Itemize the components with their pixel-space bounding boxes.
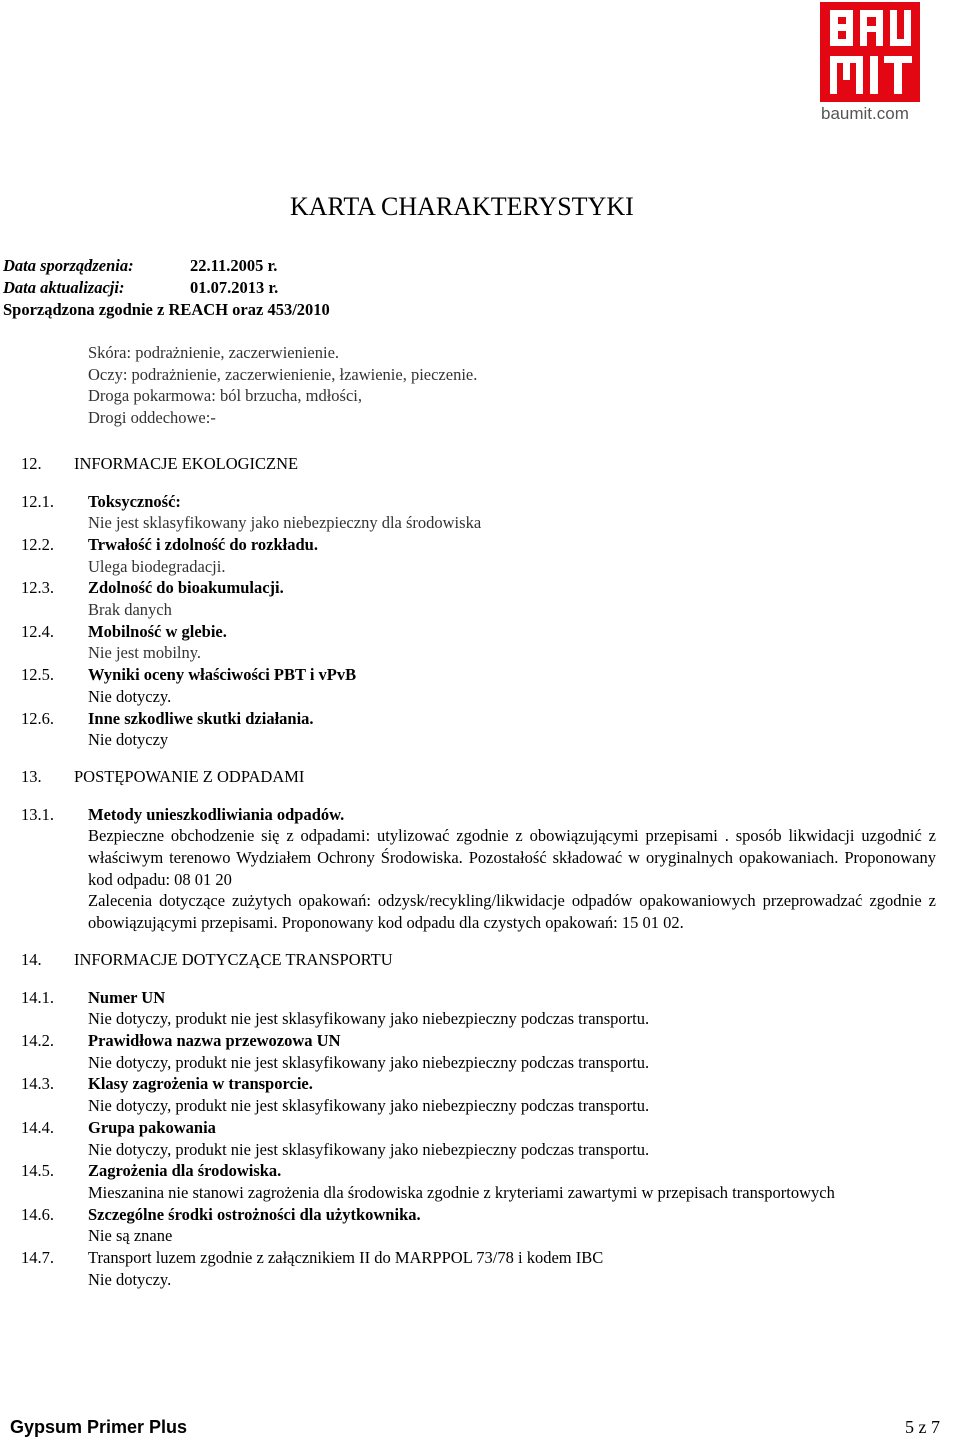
section-14-heading (21, 949, 936, 971)
subsection-title: Metody unieszkodliwiania odpadów. (88, 804, 345, 824)
section-number: 13. (21, 766, 42, 786)
subsection-number: 14.4. (21, 1117, 54, 1137)
subsection-title: Wyniki oceny właściwości PBT i vPvB (88, 665, 357, 685)
subsection-heading (21, 664, 936, 686)
document-meta (3, 255, 330, 321)
subsection-number: 14.5. (21, 1161, 54, 1181)
subsection-heading (21, 577, 936, 599)
subsection-number: 14.1. (21, 987, 54, 1007)
intro-line: Oczy: podrażnienie, zaczerwienienie, łzawienie, pieczenie. (88, 364, 478, 384)
subsection-text: Nie dotyczy, produkt nie jest sklasyfikowany jako niebezpieczny podczas transportu. (88, 1052, 650, 1072)
subsection-title: Transport luzem zgodnie z załącznikiem II do MARPPOL 73/78 i kodem IBC (88, 1248, 604, 1268)
created-value: 22.11.2005 r. (190, 256, 278, 275)
subsection-text: Nie dotyczy, produkt nie jest sklasyfikowany jako niebezpieczny podczas transportu. (88, 1139, 650, 1159)
baumit-logo (820, 2, 920, 124)
subsection-heading (21, 1160, 936, 1182)
subsection-heading (21, 1117, 936, 1139)
subsection-text: Brak danych (88, 600, 172, 620)
intro-line: Droga pokarmowa: ból brzucha, mdłości, (88, 386, 363, 406)
section-title: INFORMACJE DOTYCZĄCE TRANSPORTU (74, 949, 393, 969)
subsection-title: Inne szkodliwe skutki działania. (88, 708, 314, 728)
baumit-logo-icon (820, 2, 920, 102)
subsection-heading (21, 1247, 936, 1269)
subsection-number: 12.6. (21, 708, 54, 728)
compliance-note: Sporządzona zgodnie z REACH oraz 453/2010 (3, 300, 330, 319)
subsection-title: Szczególne środki ostrożności dla użytkownika. (88, 1204, 421, 1224)
subsection-heading (21, 708, 936, 730)
page-number: 5 z 7 (905, 1417, 940, 1437)
section-title: POSTĘPOWANIE Z ODPADAMI (74, 766, 305, 786)
subsection-text: Nie są znane (88, 1226, 173, 1246)
section-title: INFORMACJE EKOLOGICZNE (74, 453, 299, 473)
subsection-text: Nie jest mobilny. (88, 643, 202, 663)
section-number: 12. (21, 453, 42, 473)
subsection-heading (21, 987, 936, 1009)
intro-line: Drogi oddechowe:- (88, 408, 216, 428)
subsection-title: Mobilność w glebie. (88, 621, 227, 641)
created-label: Data sporządzenia: (3, 256, 134, 275)
subsection-text: Nie dotyczy (88, 730, 169, 750)
waste-paragraph: Bezpieczne obchodzenie się z odpadami: utylizować zgodnie z obowiązującymi przepisami . sposób likwidacji uzgodnić z właściwym terenowo Wydziałem Ochrony Środowiska. Pozostałość składować w oryginalnych opakowaniach. Proponowany kod odpadu: 08 01 20 (88, 826, 936, 889)
subsection-heading (21, 534, 936, 556)
subsection-heading (21, 1073, 936, 1095)
packaging-paragraph: Zalecenia dotyczące zużytych opakowań: odzysk/recykling/likwidacje odpadów opakowaniowych przeprowadzać zgodnie z obowiązującymi przepisami. Proponowany kod odpadu dla czystych opakowań: 15 01 02. (88, 891, 936, 933)
subsection-text: Mieszanina nie stanowi zagrożenia dla środowiska zgodnie z kryteriami zawartymi w przepisach transportowych (88, 1182, 835, 1202)
subsection-title: Klasy zagrożenia w transporcie. (88, 1074, 313, 1094)
subsection-title: Trwałość i zdolność do rozkładu. (88, 534, 318, 554)
subsection-number: 12.3. (21, 578, 54, 598)
subsection-title: Toksyczność: (88, 491, 181, 511)
subsection-title: Grupa pakowania (88, 1117, 216, 1137)
document-title: KARTA CHARAKTERYSTYKI (290, 192, 634, 221)
section-13-items (21, 804, 936, 934)
subsection-number: 14.2. (21, 1030, 54, 1050)
subsection-number: 13.1. (21, 804, 54, 824)
section-number: 14. (21, 949, 42, 969)
product-name: Gypsum Primer Plus (10, 1417, 188, 1437)
section-13-heading (21, 766, 936, 788)
subsection-title: Zagrożenia dla środowiska. (88, 1161, 282, 1181)
subsection-heading (21, 621, 936, 643)
subsection-text: Nie dotyczy. (88, 1269, 172, 1289)
subsection-text: Nie dotyczy, produkt nie jest sklasyfikowany jako niebezpieczny podczas transportu. (88, 1096, 650, 1116)
subsection-number: 14.3. (21, 1074, 54, 1094)
subsection-number: 12.2. (21, 534, 54, 554)
page-footer (10, 1417, 940, 1438)
updated-value: 01.07.2013 r. (190, 278, 279, 297)
subsection-text: Nie dotyczy. (88, 686, 172, 706)
subsection-title: Numer UN (88, 987, 166, 1007)
subsection-number: 14.7. (21, 1248, 54, 1268)
subsection-number: 12.5. (21, 665, 54, 685)
subsection-heading (21, 491, 936, 513)
subsection-text: Nie jest sklasyfikowany jako niebezpieczny dla środowiska (88, 513, 482, 533)
subsection-heading (21, 804, 936, 826)
logo-url: baumit.com (821, 104, 909, 123)
intro-line: Skóra: podrażnienie, zaczerwienienie. (88, 343, 340, 362)
subsection-number: 12.4. (21, 621, 54, 641)
created-row (3, 255, 330, 277)
updated-label: Data aktualizacji: (3, 278, 125, 297)
subsection-text: Ulega biodegradacji. (88, 556, 226, 576)
subsection-title: Prawidłowa nazwa przewozowa UN (88, 1030, 341, 1050)
subsection-number: 14.6. (21, 1204, 54, 1224)
subsection-title: Zdolność do bioakumulacji. (88, 578, 284, 598)
section-12-items (21, 491, 936, 751)
subsection-number: 12.1. (21, 491, 54, 511)
subsection-text: Nie dotyczy, produkt nie jest sklasyfikowany jako niebezpieczny podczas transportu. (88, 1009, 650, 1029)
section-14-items (21, 987, 936, 1291)
subsection-heading (21, 1030, 936, 1052)
updated-row (3, 277, 330, 299)
subsection-heading (21, 1204, 936, 1226)
document-body (21, 342, 936, 1290)
section-12-heading (21, 453, 936, 475)
